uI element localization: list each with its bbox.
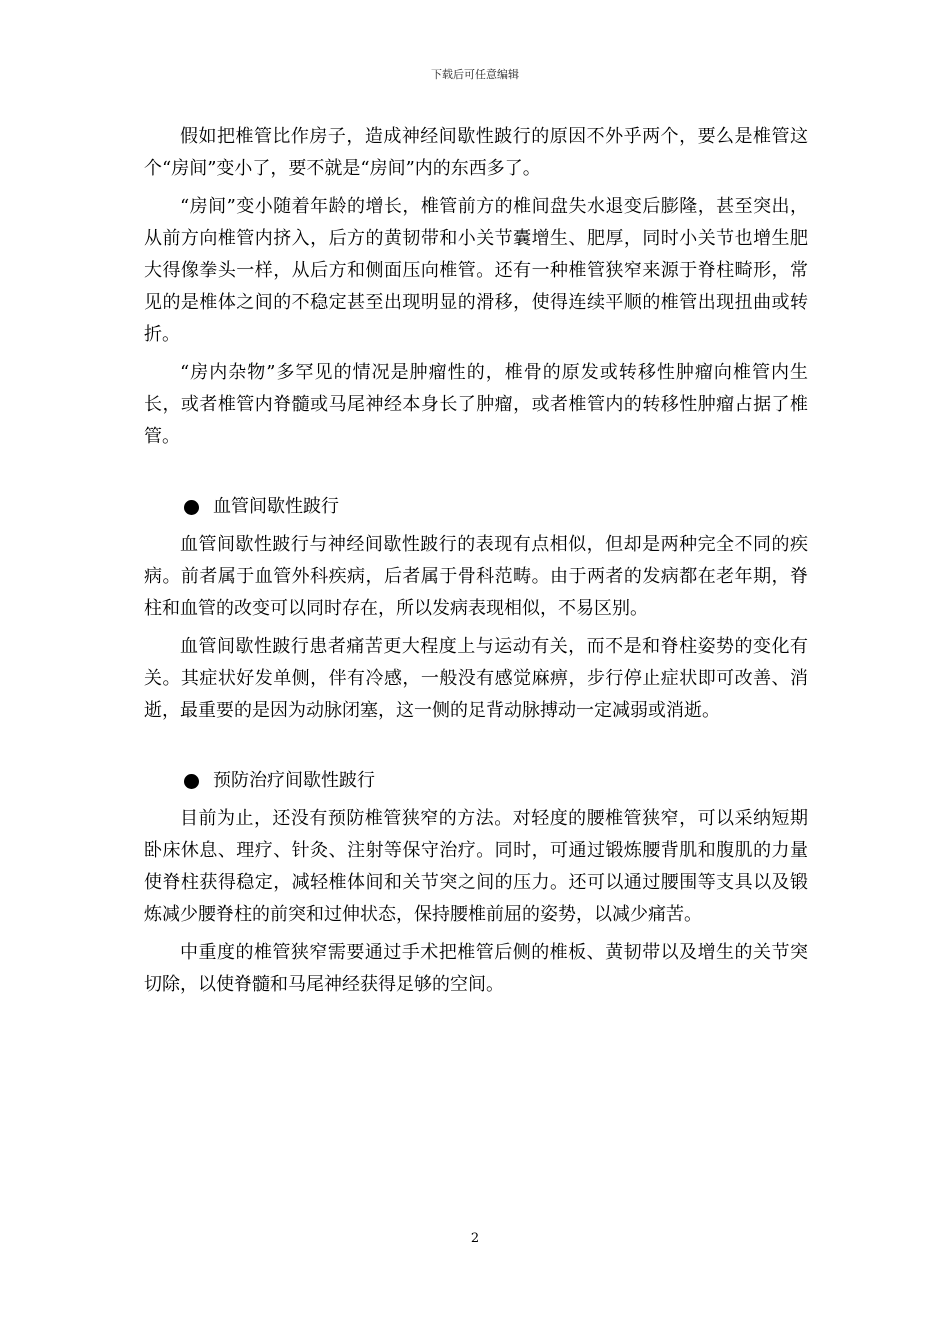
bullet-icon	[184, 774, 199, 789]
paragraph: 血管间歇性跛行患者痛苦更大程度上与运动有关，而不是和脊柱姿势的变化有关。其症状好发单侧，伴有冷感，一般没有感觉麻痹，步行停止症状即可改善、消逝，最重要的是因为动脉闭塞，这一侧的足背动脉搏动一定减弱或消逝。	[144, 636, 808, 721]
paragraph: 血管间歇性跛行与神经间歇性跛行的表现有点相似，但却是两种完全不同的疾病。前者属于血管外科疾病，后者属于骨科范畴。由于两者的发病都在老年期，脊柱和血管的改变可以同时存在，所以发病表现相似，不易区别。	[144, 534, 808, 619]
section-heading-vascular	[144, 491, 808, 523]
page-header-note: 下载后可任意编辑	[431, 68, 519, 81]
section-heading-prevention	[144, 765, 808, 797]
paragraph: 假如把椎管比作房子，造成神经间歇性跛行的原因不外乎两个，要么是椎管这个“房间”变小了，要不就是“房间”内的东西多了。	[144, 126, 808, 179]
document-body	[144, 121, 808, 1001]
paragraph: “房内杂物”多罕见的情况是肿瘤性的，椎骨的原发或转移性肿瘤向椎管内生长，或者椎管内脊髓或马尾神经本身长了肿瘤，或者椎管内的转移性肿瘤占据了椎管。	[144, 362, 808, 447]
page-number: 2	[470, 1231, 480, 1246]
paragraph: 中重度的椎管狭窄需要通过手术把椎管后侧的椎板、黄韧带以及增生的关节突切除，以使脊髓和马尾神经获得足够的空间。	[144, 942, 808, 995]
section-heading-label: 血管间歇性跛行	[213, 496, 339, 517]
section-heading-label: 预防治疗间歇性跛行	[213, 770, 375, 791]
paragraph: “房间”变小随着年龄的增长，椎管前方的椎间盘失水退变后膨隆，甚至突出，从前方向椎管内挤入，后方的黄韧带和小关节囊增生、肥厚，同时小关节也增生肥大得像拳头一样，从后方和侧面压向椎管。还有一种椎管狭窄来源于脊柱畸形，常见的是椎体之间的不稳定甚至出现明显的滑移，使得连续平顺的椎管出现扭曲或转折。	[144, 196, 808, 345]
paragraph: 目前为止，还没有预防椎管狭窄的方法。对轻度的腰椎管狭窄，可以采纳短期卧床休息、理疗、针灸、注射等保守治疗。同时，可通过锻炼腰背肌和腹肌的力量使脊柱获得稳定，减轻椎体间和关节突之间的压力。还可以通过腰围等支具以及锻炼减少腰脊柱的前突和过伸状态，保持腰椎前屈的姿势，以减少痛苦。	[144, 808, 808, 925]
bullet-icon	[184, 500, 199, 515]
